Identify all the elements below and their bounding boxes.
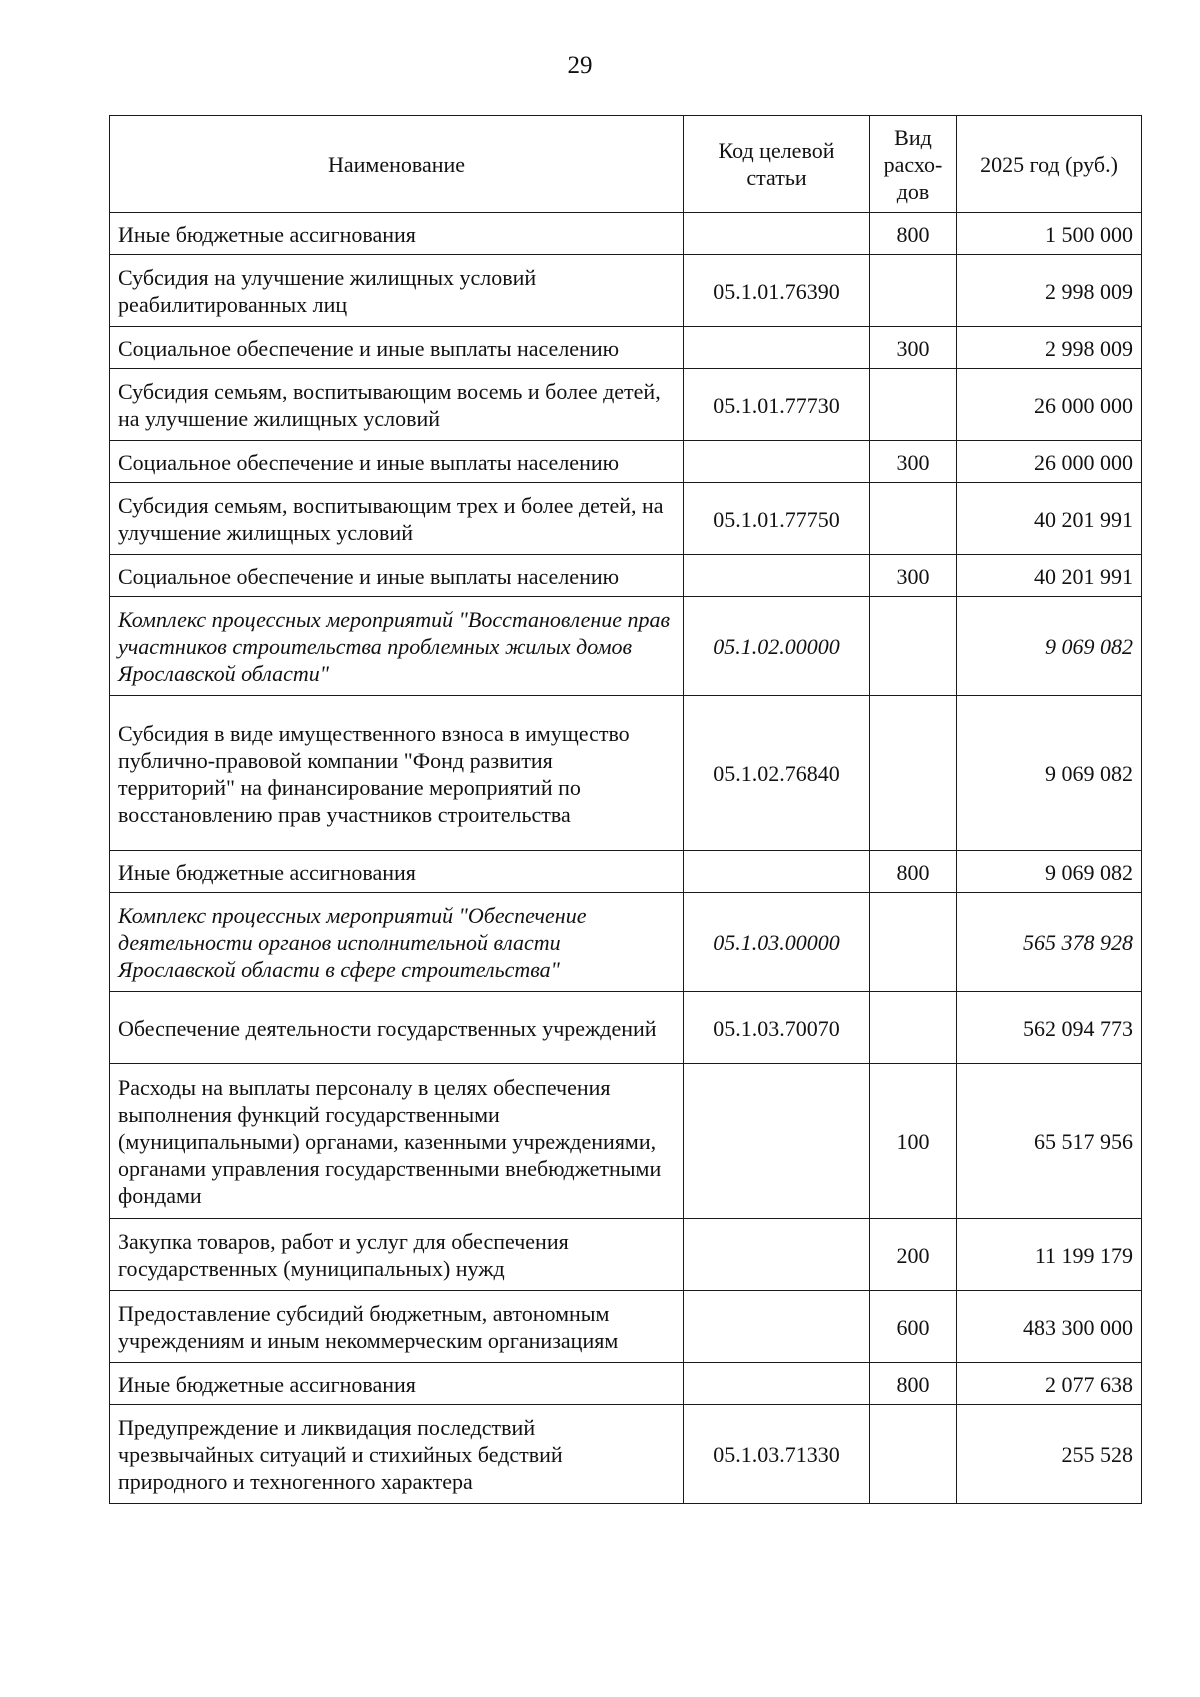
row-name: Иные бюджетные ассигнования	[110, 1363, 684, 1405]
row-code	[684, 1363, 870, 1405]
row-sum: 2 077 638	[957, 1363, 1142, 1405]
row-sum: 255 528	[957, 1405, 1142, 1504]
header-type: Вид расхо-дов	[870, 116, 957, 213]
row-sum: 26 000 000	[957, 441, 1142, 483]
row-name: Социальное обеспечение и иные выплаты населению	[110, 327, 684, 369]
table-header-row	[110, 116, 1142, 213]
row-code: 05.1.03.70070	[684, 992, 870, 1064]
row-name: Субсидия на улучшение жилищных условий реабилитированных лиц	[110, 255, 684, 327]
row-type	[870, 893, 957, 992]
table-row	[110, 1291, 1142, 1363]
row-code	[684, 1219, 870, 1291]
row-type	[870, 369, 957, 441]
table-row	[110, 327, 1142, 369]
row-sum: 562 094 773	[957, 992, 1142, 1064]
row-name: Субсидия семьям, воспитывающим трех и более детей, на улучшение жилищных условий	[110, 483, 684, 555]
row-type: 600	[870, 1291, 957, 1363]
row-name: Предупреждение и ликвидация последствий чрезвычайных ситуаций и стихийных бедствий природного и техногенного характера	[110, 1405, 684, 1504]
row-name: Закупка товаров, работ и услуг для обеспечения государственных (муниципальных) нужд	[110, 1219, 684, 1291]
table-row	[110, 213, 1142, 255]
row-type	[870, 483, 957, 555]
table-row	[110, 255, 1142, 327]
row-name: Субсидия в виде имущественного взноса в имущество публично-правовой компании "Фонд развития территорий" на финансирование мероприятий по восстановлению прав участников строительства	[110, 696, 684, 851]
row-type: 300	[870, 441, 957, 483]
row-type: 100	[870, 1064, 957, 1219]
row-sum: 40 201 991	[957, 483, 1142, 555]
row-code: 05.1.03.00000	[684, 893, 870, 992]
row-sum: 483 300 000	[957, 1291, 1142, 1363]
row-code: 05.1.01.77730	[684, 369, 870, 441]
header-code: Код целевой статьи	[684, 116, 870, 213]
row-type: 300	[870, 327, 957, 369]
row-code: 05.1.03.71330	[684, 1405, 870, 1504]
row-type	[870, 696, 957, 851]
row-name: Социальное обеспечение и иные выплаты населению	[110, 555, 684, 597]
table-row	[110, 483, 1142, 555]
table-row-program	[110, 597, 1142, 696]
row-name: Предоставление субсидий бюджетным, автономным учреждениям и иным некоммерческим организациям	[110, 1291, 684, 1363]
row-sum: 40 201 991	[957, 555, 1142, 597]
row-sum: 11 199 179	[957, 1219, 1142, 1291]
row-code	[684, 213, 870, 255]
row-code	[684, 441, 870, 483]
table-row	[110, 1405, 1142, 1504]
row-type: 800	[870, 213, 957, 255]
row-code	[684, 555, 870, 597]
table-row	[110, 441, 1142, 483]
row-code	[684, 1064, 870, 1219]
header-name: Наименование	[110, 116, 684, 213]
row-code: 05.1.01.76390	[684, 255, 870, 327]
row-code	[684, 1291, 870, 1363]
row-type: 800	[870, 851, 957, 893]
row-sum: 9 069 082	[957, 696, 1142, 851]
row-name: Расходы на выплаты персоналу в целях обеспечения выполнения функций государственными (муниципальными) органами, казенными учреждениями, органами управления государственными внебюджетными фондами	[110, 1064, 684, 1219]
row-sum: 2 998 009	[957, 327, 1142, 369]
row-code: 05.1.01.77750	[684, 483, 870, 555]
row-type: 300	[870, 555, 957, 597]
row-name: Иные бюджетные ассигнования	[110, 213, 684, 255]
header-sum: 2025 год (руб.)	[957, 116, 1142, 213]
budget-table	[109, 115, 1142, 1504]
table-row	[110, 851, 1142, 893]
page-number: 29	[567, 52, 593, 79]
row-type	[870, 992, 957, 1064]
row-type: 200	[870, 1219, 957, 1291]
row-code: 05.1.02.76840	[684, 696, 870, 851]
row-code	[684, 327, 870, 369]
table-row	[110, 696, 1142, 851]
table-row	[110, 1064, 1142, 1219]
row-sum: 65 517 956	[957, 1064, 1142, 1219]
row-sum: 2 998 009	[957, 255, 1142, 327]
table-row-program	[110, 893, 1142, 992]
row-type	[870, 597, 957, 696]
row-name: Обеспечение деятельности государственных учреждений	[110, 992, 684, 1064]
row-sum: 9 069 082	[957, 597, 1142, 696]
row-code	[684, 851, 870, 893]
row-name: Иные бюджетные ассигнования	[110, 851, 684, 893]
row-sum: 565 378 928	[957, 893, 1142, 992]
row-type: 800	[870, 1363, 957, 1405]
table-row	[110, 555, 1142, 597]
row-type	[870, 1405, 957, 1504]
row-name: Комплекс процессных мероприятий "Восстановление прав участников строительства проблемных жилых домов Ярославской области"	[110, 597, 684, 696]
row-type	[870, 255, 957, 327]
table-row	[110, 369, 1142, 441]
table-row	[110, 992, 1142, 1064]
row-name: Субсидия семьям, воспитывающим восемь и более детей, на улучшение жилищных условий	[110, 369, 684, 441]
table-row	[110, 1363, 1142, 1405]
row-sum: 9 069 082	[957, 851, 1142, 893]
row-code: 05.1.02.00000	[684, 597, 870, 696]
table-row	[110, 1219, 1142, 1291]
row-name: Комплекс процессных мероприятий "Обеспечение деятельности органов исполнительной власти Ярославской области в сфере строительства"	[110, 893, 684, 992]
row-sum: 1 500 000	[957, 213, 1142, 255]
row-name: Социальное обеспечение и иные выплаты населению	[110, 441, 684, 483]
row-sum: 26 000 000	[957, 369, 1142, 441]
